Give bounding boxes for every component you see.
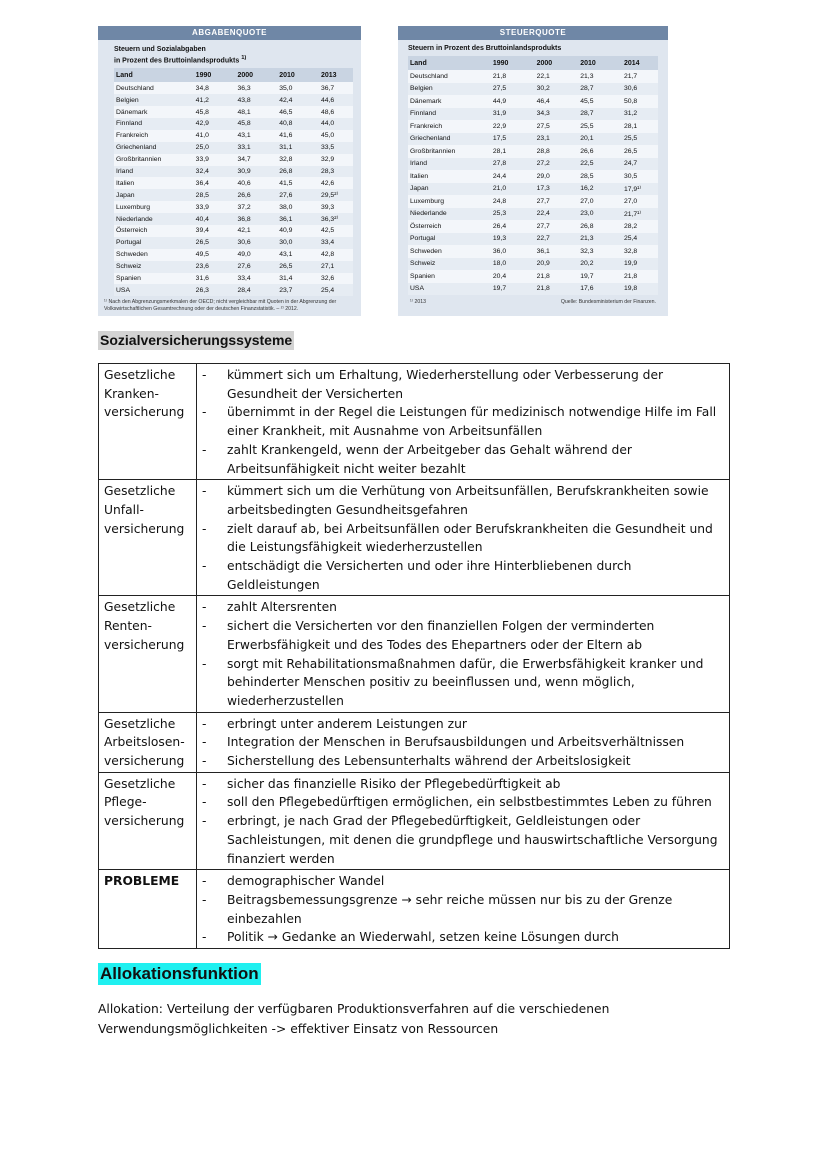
steuerquote-cell: 36,1 xyxy=(525,245,569,258)
abgabenquote-row xyxy=(114,201,353,213)
abgabenquote-cell: 41,2 xyxy=(184,94,226,106)
steuerquote-cell: 28,1 xyxy=(612,120,658,133)
sozial-row xyxy=(99,480,730,596)
abgabenquote-cell: 25,4 xyxy=(309,284,353,296)
steuerquote-row xyxy=(408,245,658,258)
steuerquote-cell: 20,2 xyxy=(568,258,612,271)
sozial-item: - zahlt Altersrenten xyxy=(202,598,725,617)
steuerquote-cell: 19,8 xyxy=(612,283,658,296)
abgabenquote-cell: Deutschland xyxy=(114,82,184,94)
sozial-row xyxy=(99,712,730,772)
steuerquote-cell: 22,1 xyxy=(525,70,569,83)
steuerquote-cell: 25,5 xyxy=(568,120,612,133)
steuerquote-row xyxy=(408,83,658,96)
steuerquote-cell: 50,8 xyxy=(612,95,658,108)
steuerquote-header-cell: 2000 xyxy=(525,56,569,70)
steuerquote-cell: 27,8 xyxy=(481,158,525,171)
steuerquote-cell: 19,9 xyxy=(612,258,658,271)
steuerquote-header-cell: 1990 xyxy=(481,56,525,70)
steuerquote-cell: Irland xyxy=(408,158,481,171)
steuerquote-cell: Österreich xyxy=(408,220,481,233)
steuerquote-cell: Dänemark xyxy=(408,95,481,108)
abgabenquote-cell: 48,6 xyxy=(309,106,353,118)
abgabenquote-row xyxy=(114,213,353,225)
steuerquote-cell: 25,4 xyxy=(612,233,658,246)
steuerquote-cell: 20,1 xyxy=(568,133,612,146)
abgabenquote-cell: 42,1 xyxy=(225,225,267,237)
sozial-item: - Politik → Gedanke an Wiederwahl, setzen keine Lösungen durch xyxy=(202,928,725,947)
abgabenquote-cell: 36,1 xyxy=(267,213,309,225)
abgabenquote-cell: 42,5 xyxy=(309,225,353,237)
steuerquote-cell: 26,4 xyxy=(481,220,525,233)
sozial-row-label: Gesetzliche Kranken-versicherung xyxy=(99,364,197,480)
abgabenquote-row xyxy=(114,273,353,285)
abgabenquote-footnote: ¹⁾ Nach den Abgrenzungsmerkmalen der OECD; nicht vergleichbar mit Quoten in der Abgrenzung der Volkswirtschaftlichen Gesamtrechnung oder der deutschen Finanzstatistik. – ²⁾ 2012. xyxy=(104,299,337,313)
abgabenquote-cell: 48,1 xyxy=(225,106,267,118)
steuerquote-cell: 17,5 xyxy=(481,133,525,146)
sozial-item: - sichert die Versicherten vor den finanziellen Folgen der verminderten Erwerbsfähigkeit und des Todes des Ehepartners oder der Eltern ab xyxy=(202,617,725,654)
abgabenquote-cell: 27,6 xyxy=(225,261,267,273)
abgabenquote-cell: 33,9 xyxy=(184,201,226,213)
sozialversicherung-table xyxy=(98,363,730,949)
abgabenquote-header-cell: 2010 xyxy=(267,68,309,82)
abgabenquote-cell: 43,8 xyxy=(225,94,267,106)
abgabenquote-cell: Schweden xyxy=(114,249,184,261)
steuerquote-cell: 28,7 xyxy=(568,108,612,121)
steuerquote-cell: 21,7 xyxy=(612,70,658,83)
abgabenquote-cell: 27,1 xyxy=(309,261,353,273)
allokation-heading: Allokationsfunktion xyxy=(100,964,259,983)
abgabenquote-row xyxy=(114,225,353,237)
sozial-item: - entschädigt die Versicherten und oder ihre Hinterbliebenen durch Geldleistungen xyxy=(202,557,725,594)
steuerquote-source: Quelle: Bundesministerium der Finanzen. xyxy=(560,299,656,305)
abgabenquote-cell: 23,7 xyxy=(267,284,309,296)
steuerquote-cell: 25,3 xyxy=(481,208,525,221)
abgabenquote-row xyxy=(114,130,353,142)
abgabenquote-cell: 40,6 xyxy=(225,177,267,189)
abgabenquote-cell: 44,6 xyxy=(309,94,353,106)
steuerquote-cell: 31,2 xyxy=(612,108,658,121)
abgabenquote-header-cell: 2013 xyxy=(309,68,353,82)
abgabenquote-cell: 41,6 xyxy=(267,130,309,142)
steuerquote-cell: 27,2 xyxy=(525,158,569,171)
steuerquote-cell: 24,7 xyxy=(612,158,658,171)
sozial-item-list xyxy=(202,715,725,771)
abgabenquote-cell: Frankreich xyxy=(114,130,184,142)
abgabenquote-cell: Italien xyxy=(114,177,184,189)
abgabenquote-cell: 40,8 xyxy=(267,118,309,130)
sozial-item-list xyxy=(202,598,725,710)
steuerquote-cell: 21,7¹⁾ xyxy=(612,208,658,221)
steuerquote-cell: 21,0 xyxy=(481,183,525,196)
sozialversicherung-heading: Sozialversicherungssysteme xyxy=(100,332,293,348)
steuerquote-row xyxy=(408,108,658,121)
abgabenquote-figure xyxy=(98,26,361,316)
abgabenquote-cell: 29,5²⁾ xyxy=(309,189,353,201)
abgabenquote-cell: Spanien xyxy=(114,273,184,285)
steuerquote-cell: 19,7 xyxy=(568,270,612,283)
steuerquote-footnote: ¹⁾ 2013 xyxy=(410,299,426,305)
steuerquote-cell: 25,5 xyxy=(612,133,658,146)
steuerquote-cell: 21,3 xyxy=(568,233,612,246)
steuerquote-cell: 34,3 xyxy=(525,108,569,121)
steuerquote-cell: USA xyxy=(408,283,481,296)
steuerquote-cell: Finnland xyxy=(408,108,481,121)
steuerquote-figure xyxy=(398,26,668,316)
sozial-item-list xyxy=(202,872,725,947)
abgabenquote-cell: 42,4 xyxy=(267,94,309,106)
abgabenquote-cell: 26,5 xyxy=(267,261,309,273)
abgabenquote-cell: 45,8 xyxy=(184,106,226,118)
steuerquote-row xyxy=(408,258,658,271)
steuerquote-cell: Italien xyxy=(408,170,481,183)
steuerquote-cell: 20,9 xyxy=(525,258,569,271)
abgabenquote-cell: 36,8 xyxy=(225,213,267,225)
abgabenquote-cell: 49,0 xyxy=(225,249,267,261)
steuerquote-cell: 22,5 xyxy=(568,158,612,171)
abgabenquote-cell: 31,6 xyxy=(184,273,226,285)
abgabenquote-row xyxy=(114,166,353,178)
steuerquote-cell: Belgien xyxy=(408,83,481,96)
abgabenquote-row xyxy=(114,189,353,201)
steuerquote-cell: Frankreich xyxy=(408,120,481,133)
steuerquote-row xyxy=(408,170,658,183)
abgabenquote-cell: Finnland xyxy=(114,118,184,130)
steuerquote-cell: Spanien xyxy=(408,270,481,283)
steuerquote-cell: 30,6 xyxy=(612,83,658,96)
abgabenquote-row xyxy=(114,82,353,94)
sozial-item: - übernimmt in der Regel die Leistungen für medizinisch notwendige Hilfe im Fall einer Krankheit, mit Ausnahme von Arbeitsunfällen xyxy=(202,403,725,440)
steuerquote-cell: Niederlande xyxy=(408,208,481,221)
steuerquote-row xyxy=(408,120,658,133)
abgabenquote-row xyxy=(114,261,353,273)
abgabenquote-cell: Luxemburg xyxy=(114,201,184,213)
steuerquote-cell: 28,1 xyxy=(481,145,525,158)
abgabenquote-cell: 36,3²⁾ xyxy=(309,213,353,225)
abgabenquote-cell: 30,6 xyxy=(225,237,267,249)
abgabenquote-title: ABGABENQUOTE xyxy=(98,26,361,40)
sozial-item: - Beitragsbemessungsgrenze → sehr reiche müssen nur bis zu der Grenze einbezahlen xyxy=(202,891,725,928)
sozial-item-list xyxy=(202,775,725,869)
steuerquote-cell: 30,2 xyxy=(525,83,569,96)
steuerquote-cell: 19,7 xyxy=(481,283,525,296)
steuerquote-cell: 22,9 xyxy=(481,120,525,133)
steuerquote-cell: 28,7 xyxy=(568,83,612,96)
steuerquote-cell: 27,5 xyxy=(481,83,525,96)
sozial-row xyxy=(99,364,730,480)
steuerquote-cell: 24,8 xyxy=(481,195,525,208)
abgabenquote-cell: 45,8 xyxy=(225,118,267,130)
abgabenquote-cell: Österreich xyxy=(114,225,184,237)
steuerquote-row xyxy=(408,133,658,146)
sozial-item: - demographischer Wandel xyxy=(202,872,725,891)
abgabenquote-cell: Portugal xyxy=(114,237,184,249)
steuerquote-cell: Japan xyxy=(408,183,481,196)
abgabenquote-table xyxy=(114,68,353,296)
sozial-row-label: Gesetzliche Pflege-versicherung xyxy=(99,772,197,870)
steuerquote-cell: 22,7 xyxy=(525,233,569,246)
abgabenquote-cell: 26,3 xyxy=(184,284,226,296)
steuerquote-cell: 27,0 xyxy=(612,195,658,208)
steuerquote-subtitle: Steuern in Prozent des Bruttoinlandsprodukts xyxy=(408,45,562,52)
abgabenquote-cell: 28,4 xyxy=(225,284,267,296)
steuerquote-cell: 32,8 xyxy=(612,245,658,258)
steuerquote-cell: 28,2 xyxy=(612,220,658,233)
sozial-item: - Sicherstellung des Lebensunterhalts während der Arbeitslosigkeit xyxy=(202,752,725,771)
sozial-item: - soll den Pflegebedürftigen ermöglichen, ein selbstbestimmtes Leben zu führen xyxy=(202,793,725,812)
abgabenquote-cell: 46,5 xyxy=(267,106,309,118)
abgabenquote-cell: 39,4 xyxy=(184,225,226,237)
abgabenquote-cell: 32,6 xyxy=(309,273,353,285)
abgabenquote-cell: 23,6 xyxy=(184,261,226,273)
steuerquote-header-cell: 2010 xyxy=(568,56,612,70)
abgabenquote-header-cell: 1990 xyxy=(184,68,226,82)
abgabenquote-row xyxy=(114,284,353,296)
steuerquote-cell: 27,0 xyxy=(568,195,612,208)
abgabenquote-cell: 42,8 xyxy=(309,249,353,261)
steuerquote-cell: 45,5 xyxy=(568,95,612,108)
steuerquote-cell: Schweden xyxy=(408,245,481,258)
abgabenquote-cell: 37,2 xyxy=(225,201,267,213)
abgabenquote-cell: 36,7 xyxy=(309,82,353,94)
sozial-row-label: Gesetzliche Unfall-versicherung xyxy=(99,480,197,596)
steuerquote-cell: 21,8 xyxy=(481,70,525,83)
steuerquote-cell: 30,5 xyxy=(612,170,658,183)
abgabenquote-row xyxy=(114,177,353,189)
sozial-row xyxy=(99,870,730,949)
abgabenquote-cell: 43,1 xyxy=(225,130,267,142)
abgabenquote-cell: 30,9 xyxy=(225,166,267,178)
abgabenquote-cell: Dänemark xyxy=(114,106,184,118)
steuerquote-cell: Portugal xyxy=(408,233,481,246)
steuerquote-row xyxy=(408,145,658,158)
abgabenquote-cell: 39,3 xyxy=(309,201,353,213)
steuerquote-row xyxy=(408,195,658,208)
steuerquote-row xyxy=(408,95,658,108)
sozial-row-content xyxy=(197,364,730,480)
steuerquote-row xyxy=(408,270,658,283)
steuerquote-cell: 23,0 xyxy=(568,208,612,221)
abgabenquote-header-cell: Land xyxy=(114,68,184,82)
sozial-row-content xyxy=(197,596,730,712)
abgabenquote-cell: 26,8 xyxy=(267,166,309,178)
steuerquote-cell: 31,9 xyxy=(481,108,525,121)
abgabenquote-cell: 34,7 xyxy=(225,154,267,166)
steuerquote-cell: 26,5 xyxy=(612,145,658,158)
sozial-row-content xyxy=(197,712,730,772)
abgabenquote-cell: 40,9 xyxy=(267,225,309,237)
abgabenquote-cell: 41,5 xyxy=(267,177,309,189)
abgabenquote-cell: 34,8 xyxy=(184,82,226,94)
steuerquote-cell: Griechenland xyxy=(408,133,481,146)
abgabenquote-cell: 35,0 xyxy=(267,82,309,94)
abgabenquote-subtitle: Steuern und Sozialabgaben in Prozent des Bruttoinlandsprodukts $^{1)}$ xyxy=(114,46,247,65)
steuerquote-cell: 17,3 xyxy=(525,183,569,196)
steuerquote-footer xyxy=(398,295,668,306)
abgabenquote-cell: 32,4 xyxy=(184,166,226,178)
abgabenquote-cell: 32,8 xyxy=(267,154,309,166)
abgabenquote-cell: 27,6 xyxy=(267,189,309,201)
sozial-item-list xyxy=(202,482,725,594)
abgabenquote-cell: 42,6 xyxy=(309,177,353,189)
abgabenquote-row xyxy=(114,118,353,130)
steuerquote-row xyxy=(408,70,658,83)
abgabenquote-cell: 33,4 xyxy=(309,237,353,249)
abgabenquote-row xyxy=(114,106,353,118)
steuerquote-row xyxy=(408,283,658,296)
steuerquote-cell: 18,0 xyxy=(481,258,525,271)
sozial-row xyxy=(99,772,730,870)
abgabenquote-cell: 31,1 xyxy=(267,142,309,154)
abgabenquote-row xyxy=(114,249,353,261)
abgabenquote-cell: 26,6 xyxy=(225,189,267,201)
steuerquote-cell: 28,8 xyxy=(525,145,569,158)
steuerquote-cell: 21,8 xyxy=(612,270,658,283)
abgabenquote-header-cell: 2000 xyxy=(225,68,267,82)
abgabenquote-cell: 41,0 xyxy=(184,130,226,142)
abgabenquote-cell: 38,0 xyxy=(267,201,309,213)
sozial-row-label: Gesetzliche Arbeitslosen-versicherung xyxy=(99,712,197,772)
steuerquote-cell: 26,6 xyxy=(568,145,612,158)
steuerquote-header-cell: Land xyxy=(408,56,481,70)
sozial-item: - zielt darauf ab, bei Arbeitsunfällen oder Berufskrankheiten die Gesundheit und die Leistungsfähigkeit wiederherzustellen xyxy=(202,520,725,557)
abgabenquote-cell: 30,0 xyxy=(267,237,309,249)
steuerquote-cell: 17,9¹⁾ xyxy=(612,183,658,196)
steuerquote-cell: Luxemburg xyxy=(408,195,481,208)
sozial-item: - kümmert sich um die Verhütung von Arbeitsunfällen, Berufskrankheiten sowie arbeitsbedingten Gesundheitsgefahren xyxy=(202,482,725,519)
sozial-row-content xyxy=(197,480,730,596)
abgabenquote-cell: 28,5 xyxy=(184,189,226,201)
steuerquote-cell: 26,8 xyxy=(568,220,612,233)
steuerquote-cell: 36,0 xyxy=(481,245,525,258)
abgabenquote-cell: 25,0 xyxy=(184,142,226,154)
abgabenquote-cell: 28,3 xyxy=(309,166,353,178)
allokation-text: Allokation: Verteilung der verfügbaren Produktionsverfahren auf die verschiedenen Verwendungsmöglichkeiten -> effektiver Einsatz von Ressourcen xyxy=(98,1002,610,1036)
steuerquote-cell: 20,4 xyxy=(481,270,525,283)
abgabenquote-cell: Großbritannien xyxy=(114,154,184,166)
steuerquote-row xyxy=(408,220,658,233)
steuerquote-cell: Deutschland xyxy=(408,70,481,83)
abgabenquote-row xyxy=(114,237,353,249)
abgabenquote-cell: 26,5 xyxy=(184,237,226,249)
steuerquote-cell: 27,7 xyxy=(525,195,569,208)
abgabenquote-row xyxy=(114,142,353,154)
sozial-item: - erbringt unter anderem Leistungen zur xyxy=(202,715,725,734)
abgabenquote-cell: 42,9 xyxy=(184,118,226,130)
abgabenquote-cell: Niederlande xyxy=(114,213,184,225)
steuerquote-header-cell: 2014 xyxy=(612,56,658,70)
abgabenquote-cell: Griechenland xyxy=(114,142,184,154)
steuerquote-cell: 46,4 xyxy=(525,95,569,108)
abgabenquote-row xyxy=(114,94,353,106)
steuerquote-row xyxy=(408,158,658,171)
steuerquote-cell: 23,1 xyxy=(525,133,569,146)
abgabenquote-cell: 32,9 xyxy=(309,154,353,166)
steuerquote-cell: Großbritannien xyxy=(408,145,481,158)
steuerquote-cell: 28,5 xyxy=(568,170,612,183)
steuerquote-cell: 32,3 xyxy=(568,245,612,258)
steuerquote-cell: 27,5 xyxy=(525,120,569,133)
abgabenquote-cell: 45,0 xyxy=(309,130,353,142)
abgabenquote-cell: 49,5 xyxy=(184,249,226,261)
abgabenquote-cell: 33,5 xyxy=(309,142,353,154)
steuerquote-row xyxy=(408,208,658,221)
steuerquote-row xyxy=(408,233,658,246)
abgabenquote-cell: 36,4 xyxy=(184,177,226,189)
sozial-row-label: Gesetzliche Renten-versicherung xyxy=(99,596,197,712)
abgabenquote-cell: 40,4 xyxy=(184,213,226,225)
sozial-item: - sorgt mit Rehabilitationsmaßnahmen dafür, die Erwerbsfähigkeit kranker und behinderter Menschen positiv zu beeinflussen und, wenn möglich, wiederherzustellen xyxy=(202,655,725,711)
steuerquote-cell: 29,0 xyxy=(525,170,569,183)
steuerquote-row xyxy=(408,183,658,196)
abgabenquote-cell: 33,4 xyxy=(225,273,267,285)
steuerquote-cell: 24,4 xyxy=(481,170,525,183)
abgabenquote-cell: Schweiz xyxy=(114,261,184,273)
steuerquote-cell: 19,3 xyxy=(481,233,525,246)
abgabenquote-cell: 33,9 xyxy=(184,154,226,166)
steuerquote-cell: 21,8 xyxy=(525,270,569,283)
abgabenquote-row xyxy=(114,154,353,166)
steuerquote-cell: 27,7 xyxy=(525,220,569,233)
sozial-item: - zahlt Krankengeld, wenn der Arbeitgeber das Gehalt während der Arbeitsunfähigkeit nicht weiter bezahlt xyxy=(202,441,725,478)
sozial-row-content xyxy=(197,772,730,870)
abgabenquote-cell: USA xyxy=(114,284,184,296)
abgabenquote-cell: 31,4 xyxy=(267,273,309,285)
steuerquote-table xyxy=(408,56,658,295)
sozial-item: - Integration der Menschen in Berufsausbildungen und Arbeitsverhältnissen xyxy=(202,733,725,752)
steuerquote-cell: Schweiz xyxy=(408,258,481,271)
sozial-item: - kümmert sich um Erhaltung, Wiederherstellung oder Verbesserung der Gesundheit der Versicherten xyxy=(202,366,725,403)
steuerquote-cell: 16,2 xyxy=(568,183,612,196)
steuerquote-cell: 22,4 xyxy=(525,208,569,221)
sozial-item-list xyxy=(202,366,725,478)
steuerquote-title: STEUERQUOTE xyxy=(398,26,668,40)
abgabenquote-cell: 33,1 xyxy=(225,142,267,154)
abgabenquote-cell: 44,0 xyxy=(309,118,353,130)
sozial-item: - sicher das finanzielle Risiko der Pflegebedürftigkeit ab xyxy=(202,775,725,794)
steuerquote-cell: 21,8 xyxy=(525,283,569,296)
abgabenquote-cell: 43,1 xyxy=(267,249,309,261)
abgabenquote-cell: Japan xyxy=(114,189,184,201)
sozial-row xyxy=(99,596,730,712)
abgabenquote-cell: Irland xyxy=(114,166,184,178)
steuerquote-cell: 17,6 xyxy=(568,283,612,296)
abgabenquote-cell: Belgien xyxy=(114,94,184,106)
sozial-row-label: PROBLEME xyxy=(99,870,197,949)
steuerquote-cell: 44,9 xyxy=(481,95,525,108)
steuerquote-cell: 21,3 xyxy=(568,70,612,83)
sozial-row-content xyxy=(197,870,730,949)
sozial-item: - erbringt, je nach Grad der Pflegebedürftigkeit, Geldleistungen oder Sachleistungen, mit denen die grundpflege und hauswirtschaftliche Versorgung finanziert werden xyxy=(202,812,725,868)
abgabenquote-cell: 36,3 xyxy=(225,82,267,94)
